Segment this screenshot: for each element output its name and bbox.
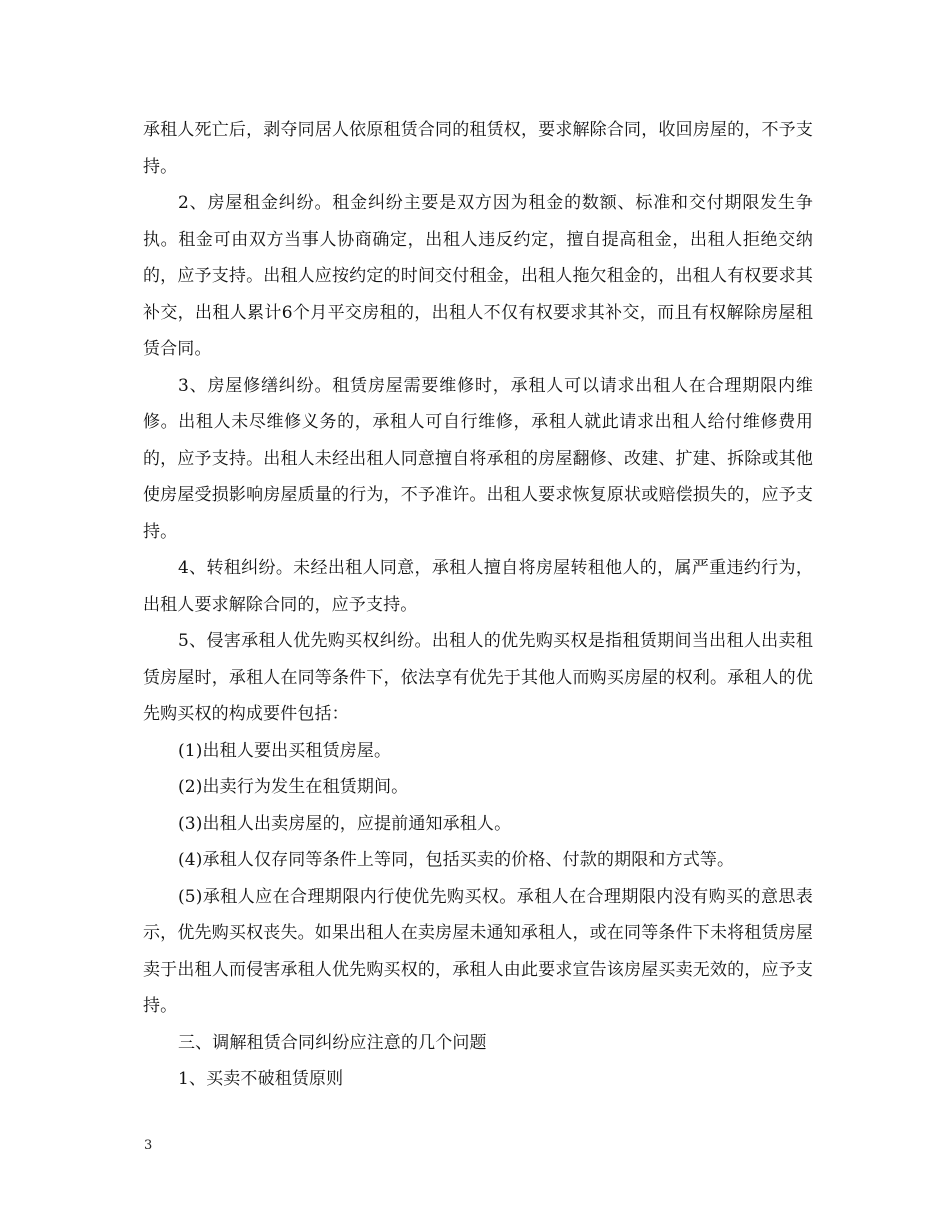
page-number: 3 — [144, 1138, 153, 1153]
list-item: (1)出租人要出买租赁房屋。 — [178, 740, 392, 761]
section-heading: 三、调解租赁合同纠纷应注意的几个问题 — [178, 1032, 487, 1053]
list-item: (5)承租人应在合理期限内行使优先购买权。承租人在合理期限内没有购买的意思表示，优先购买权丧失。如果出租人在卖房屋未通知承租人，或在同等条件下未将租赁房屋卖于出租人而侵害承租人优先购买权的，承租人由此要求宣告该房屋买卖无效的，应予支持。 — [143, 886, 813, 1016]
subsection-heading: 1、买卖不破租赁原则 — [178, 1069, 344, 1089]
paragraph: 承租人死亡后，剥夺同居人依原租赁合同的租赁权，要求解除合同，收回房屋的，不予支持。 — [143, 120, 813, 177]
paragraph: 3、房屋修缮纠纷。租赁房屋需要维修时，承租人可以请求出租人在合理期限内维修。出租人未尽维修义务的，承租人可自行维修，承租人就此请求出租人给付维修费用的，应予支持。出租人未经出租人同意擅自将承租的房屋翻修、改建、扩建、拆除或其他使房屋受损影响房屋质量的行为，不予准许。出租人要求恢复原状或赔偿损失的，应予支持。 — [143, 375, 813, 542]
list-item: (4)承租人仅存同等条件上等同，包括买卖的价格、付款的期限和方式等。 — [178, 850, 735, 870]
paragraph: 2、房屋租金纠纷。租金纠纷主要是双方因为租金的数额、标准和交付期限发生争执。租金可由双方当事人协商确定，出租人违反约定，擅自提高租金，出租人拒绝交纳的，应予支持。出租人应按约定的时间交付租金，出租人拖欠租金的，出租人有权要求其补交，出租人累计6个月平交房租的，出租人不仅有权要求其补交，而且有权解除房屋租赁合同。 — [143, 193, 813, 359]
list-item: (3)出租人出卖房屋的，应提前通知承租人。 — [178, 813, 512, 834]
paragraph: 4、转租纠纷。未经出租人同意，承租人擅自将房屋转租他人的，属严重违约行为，出租人要求解除合同的，应予支持。 — [143, 558, 813, 615]
paragraph: 5、侵害承租人优先购买权纠纷。出租人的优先购买权是指租赁期间当出租人出卖租赁房屋时，承租人在同等条件下，依法享有优先于其他人而购买房屋的权利。承租人的优先购买权的构成要件包括： — [143, 631, 813, 724]
list-item: (2)出卖行为发生在租赁期间。 — [178, 777, 409, 797]
document-body — [143, 112, 813, 1098]
